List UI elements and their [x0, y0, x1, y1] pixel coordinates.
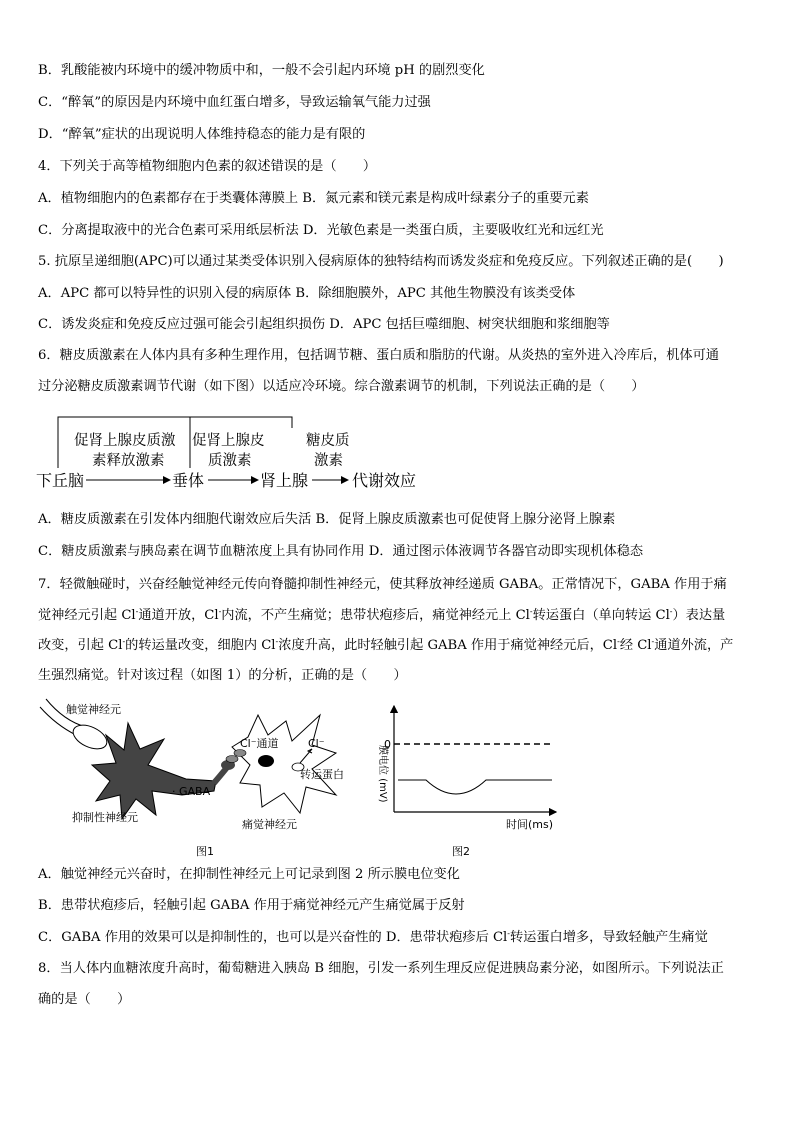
- label-inhibitory-neuron: 抑制性神经元: [72, 811, 138, 824]
- pain-neuron-body: [232, 715, 336, 813]
- q7-stem-line2: 觉神经元引起 Cl-通道开放，Cl-内流，不产生痛觉；患带状疱疹后，痛觉神经元上 Cl-转运蛋白（单向转运 Cl-）表达量: [38, 607, 726, 623]
- node-metabolic-effect: 代谢效应: [352, 471, 417, 490]
- node-adrenal: 肾上腺: [260, 471, 309, 490]
- label-gc-line2: 激素: [314, 453, 343, 469]
- figure2-caption: 图2: [452, 845, 470, 858]
- inhibitory-neuron-body: [92, 723, 216, 819]
- label-gc-line1: 糖皮质: [306, 433, 350, 449]
- q4-options-ab: A．植物细胞内的色素都存在于类囊体薄膜上 B．氮元素和镁元素是构成叶绿素分子的重要元素: [38, 191, 589, 206]
- y-axis-label: 膜电位 (mV): [377, 745, 388, 803]
- q7-option-a: A．触觉神经元兴奋时，在抑制性神经元上可记录到图 2 所示膜电位变化: [38, 867, 460, 882]
- q7-stem-line1: 7．轻微触碰时，兴奋经触觉神经元传向脊髓抑制性神经元，使其释放神经递质 GABA。正常情况下，GABA 作用于痛: [38, 577, 727, 592]
- label-pain-neuron: 痛觉神经元: [242, 818, 297, 831]
- y-tick-zero: 0: [384, 738, 391, 751]
- q6-options-ab: A．糖皮质激素在引发体内细胞代谢效应后失活 B．促肾上腺皮质激素也可促使肾上腺分泌肾上腺素: [38, 512, 616, 527]
- hormone-regulation-diagram: [30, 410, 450, 500]
- label-cl-channel: Cl⁻通道: [240, 737, 279, 750]
- node-hypothalamus: 下丘脑: [36, 471, 85, 490]
- figure2-membrane-potential-graph: [366, 700, 566, 860]
- q7-stem-line3: 改变，引起 Cl-的转运量改变，细胞内 Cl-浓度升高，此时轻触引起 GABA 作用于痛觉神经元后，Cl-经 Cl-通道外流，产: [38, 637, 734, 653]
- q7-options-cd: C．GABA 作用的效果可以是抑制性的，也可以是兴奋性的 D．患带状疱疹后 Cl-转运蛋白增多，导致轻触产生痛觉: [38, 929, 708, 945]
- label-gaba: · GABA: [172, 785, 211, 798]
- q5-stem: 5. 抗原呈递细胞(APC)可以通过某类受体识别入侵病原体的独特结构而诱发炎症和免疫反应。下列叙述正确的是( ): [38, 254, 724, 269]
- q8-stem-line2: 确的是（ ）: [38, 992, 131, 1007]
- label-acth-line1: 促肾上腺皮: [192, 433, 265, 449]
- q6-stem-line1: 6．糖皮质激素在人体内具有多种生理作用，包括调节糖、蛋白质和脂肪的代谢。从炎热的室外进入冷库后，机体可通: [38, 348, 719, 363]
- q3-option-b: B．乳酸能被内环境中的缓冲物质中和，一般不会引起内环境 pH 的剧烈变化: [38, 63, 485, 78]
- q4-stem: 4．下列关于高等植物细胞内色素的叙述错误的是（ ）: [38, 159, 377, 174]
- q3-option-d: D．“醉氧”症状的出现说明人体维持稳态的能力是有限的: [38, 127, 366, 142]
- node-pituitary: 垂体: [172, 471, 205, 490]
- label-cl: Cl⁻: [308, 737, 325, 750]
- label-transporter: 转运蛋白: [300, 768, 344, 781]
- q7-option-b: B．患带状疱疹后，轻触引起 GABA 作用于痛觉神经元产生痛觉属于反射: [38, 898, 465, 913]
- q7-stem-line4: 生强烈痛觉。针对该过程（如图 1）的分析，正确的是（ ）: [38, 668, 407, 683]
- label-crh-line1: 促肾上腺皮质激: [74, 433, 176, 449]
- figure1-caption: 图1: [196, 845, 214, 858]
- q3-option-c: C．“醉氧”的原因是内环境中血红蛋白增多，导致运输氧气能力过强: [38, 95, 431, 110]
- label-touch-neuron: 触觉神经元: [66, 703, 121, 716]
- x-axis-label: 时间(ms): [506, 818, 554, 831]
- q6-stem-line2: 过分泌糖皮质激素调节代谢（如下图）以适应冷环境。综合激素调节的机制，下列说法正确的是（ ）: [38, 379, 645, 394]
- q5-options-ab: A．APC 都可以特异性的识别入侵的病原体 B．除细胞膜外，APC 其他生物膜没有该类受体: [38, 286, 576, 301]
- q6-options-cd: C．糖皮质激素与胰岛素在调节血糖浓度上具有协同作用 D．通过图示体液调节各器官动即实现机体稳态: [38, 544, 644, 559]
- q8-stem-line1: 8．当人体内血糖浓度升高时，葡萄糖进入胰岛 B 细胞，引发一系列生理反应促进胰岛素分泌，如图所示。下列说法正: [38, 961, 724, 976]
- label-crh-line2: 素释放激素: [92, 453, 165, 469]
- membrane-potential-trace: [398, 780, 552, 794]
- q5-options-cd: C．诱发炎症和免疫反应过强可能会引起组织损伤 D．APC 包括巨噬细胞、树突状细胞和浆细胞等: [38, 317, 610, 332]
- label-acth-line2: 质激素: [208, 453, 252, 469]
- figure1-neuron-diagram: [36, 695, 366, 860]
- pain-neuron-nucleus: [258, 755, 274, 767]
- q4-options-cd: C．分离提取液中的光合色素可采用纸层析法 D．光敏色素是一类蛋白质，主要吸收红光和远红光: [38, 223, 604, 238]
